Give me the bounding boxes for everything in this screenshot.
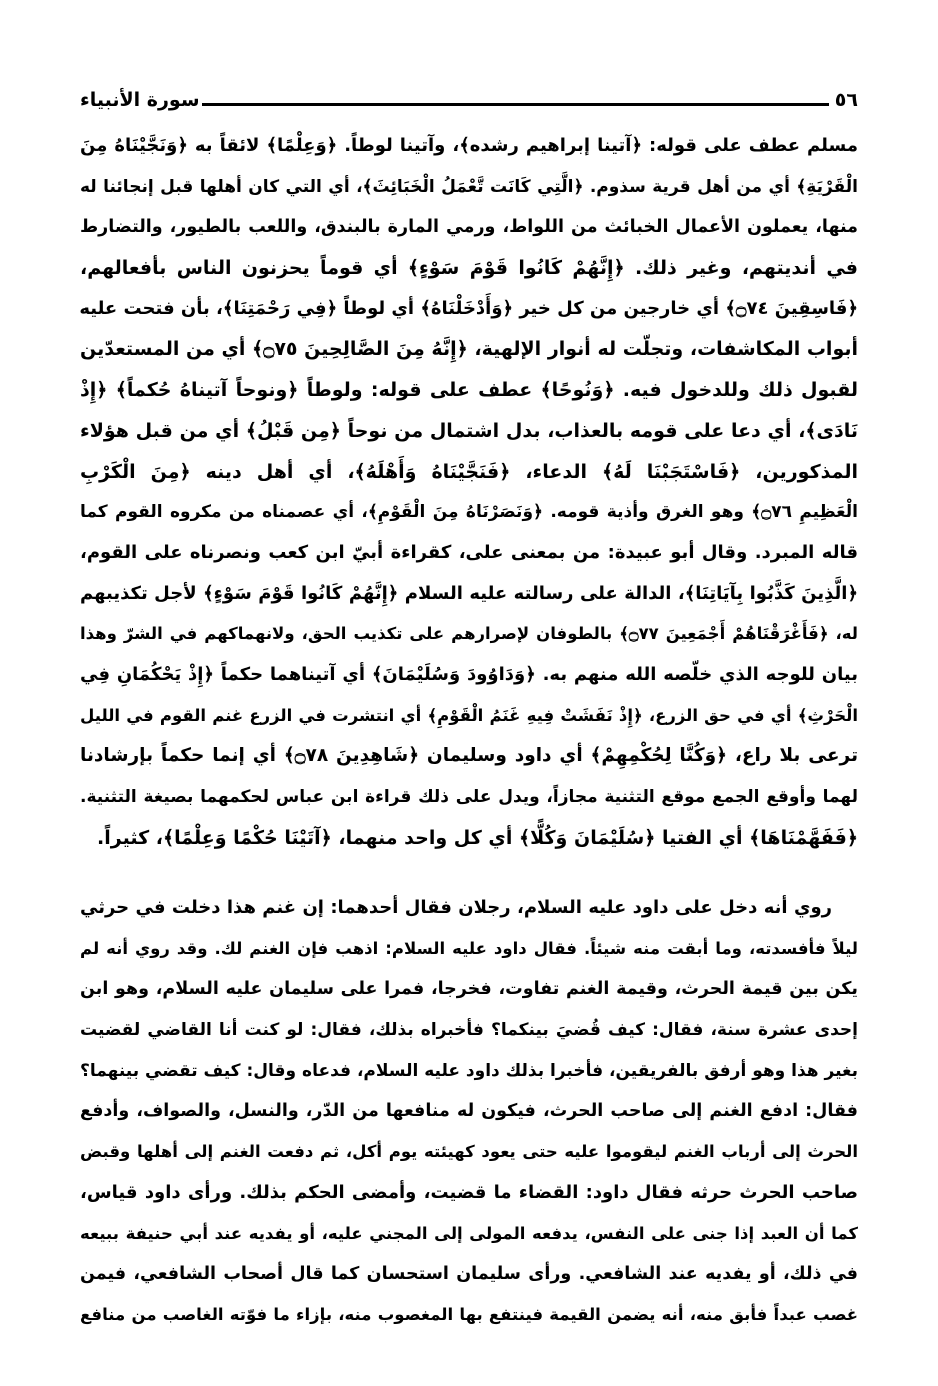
- text-line: في أنديتهم، وغير ذلك. ﴿إِنَّهُمْ كَانُوا قَوْمَ سَوْءٍ﴾ أي قوماً يحزنون الناس بأفعالهم،: [80, 257, 858, 280]
- text-line: نَادَى﴾، أي دعا على قومه بالعذاب، بدل اشتمال من نوحاً ﴿مِن قَبْلُ﴾ أي من قبل هؤلاء: [80, 419, 858, 442]
- text-line: يكن بين قيمة الحرث، وقيمة الغنم تفاوت، فخرجا، فمرا على سليمان عليه السلام، وهو ابن: [80, 979, 858, 1000]
- text-line: الْقَرْيَةِ﴾ أي من أهل قرية سذوم. ﴿الَّتِي كَانَت تَّعْمَلُ الْخَبَائِثَ﴾، أي التي كان أهلها قبل إنجائنا له: [80, 176, 858, 197]
- text-line: بيان للوجه الذي خلّصه الله منهم به. ﴿وَدَاوُودَ وَسُلَيْمَانَ﴾ أي آتيناهما حكماً ﴿إِذْ يَحْكُمَانِ فِي: [80, 663, 858, 685]
- text-line: ﴿فَاسِقِينَ ۝٧٤﴾ أي خارجين من كل خير ﴿وَأَدْخَلْنَاهُ﴾ أي لوطاً ﴿فِي رَحْمَتِنَا﴾، بأن فتحت عليه: [79, 297, 858, 319]
- text-line: بغير هذا وهو أرفق بالفريقين، فأخبرا بذلك داود عليه السلام، فدعاه وقال: كيف تقضي بينهما؟: [79, 1060, 858, 1081]
- text-line: غصب عبداً فأبق منه، أنه يضمن القيمة فينتفع بها المغصوب منه، بإزاء ما فوّته الغاصب من منافع: [80, 1304, 858, 1324]
- text-line: الحرث إلى أرباب الغنم ليقوموا عليه حتى يعود كهيئته يوم أكل، ثم دفعت الغنم إلى أهلها وقبض: [80, 1142, 858, 1162]
- text-line: إحدى عشرة سنة، فقال: كيف قُضيَ بينكما؟ فأخبراه بذلك، فقال: لو كنت أنا القاضي لقضيت: [80, 1020, 858, 1041]
- text-line: صاحب الحرث حرثه فقال داود: القضاء ما قضيت، وأمضى الحكم بذلك. ورأى داود قياس،: [80, 1181, 858, 1203]
- page-header: [80, 86, 858, 114]
- text-line: أبواب المكاشفات، وتجلّت له أنوار الإلهية، ﴿إِنَّهُ مِنَ الصَّالِحِينَ ۝٧٥﴾ أي من المستعدّين: [80, 338, 859, 361]
- text-line: الْحَرْثِ﴾ أي في حق الزرع، ﴿إِذْ نَفَشَتْ فِيهِ غَنَمُ الْقَوْمِ﴾ أي انتشرت في الزرع غنم القوم في الليل: [80, 705, 858, 725]
- text-line: الْعَظِيمِ ۝٧٦﴾ وهو الغرق وأذية قومه. ﴿وَنَصَرْنَاهُ مِنَ الْقَوْمِ﴾، أي عصمناه من مكروه القوم كما: [80, 502, 858, 523]
- text-line: كما أن العبد إذا جنى على النفس، يدفعه المولى إلى المجني عليه، أو يفديه عند أبي حنيفة ببيعه: [80, 1223, 858, 1243]
- text-line: روي أنه دخل على داود عليه السلام، رجلان فقال أحدهما: إن غنم هذا دخلت في حرثي: [80, 897, 832, 918]
- text-line: قاله المبرد. وقال أبو عبيدة: من بمعنى على، كقراءة أبيّ ابن كعب ونصرناه على القوم،: [80, 541, 858, 563]
- text-line: ﴿الَّذِينَ كَذَّبُوا بِآيَاتِنَا﴾، الدالة على رسالته عليه السلام ﴿إِنَّهُمْ كَانُوا قَوْمَ سَوْءٍ﴾ لأجل تكذيبهم: [80, 582, 858, 604]
- text-line: ﴿فَفَهَّمْنَاهَا﴾ أي الفتيا ﴿سُلَيْمَانَ وَكُلًّا﴾ أي كل واحد منهما، ﴿آتَيْنَا حُكْمًا وَعِلْمًا﴾، كثيراً.: [97, 826, 858, 849]
- text-line: ترعى بلا راع، ﴿وَكُنَّا لِحُكْمِهِمْ﴾ أي داود وسليمان ﴿شَاهِدِينَ ۝٧٨﴾ أي إنما حكماً بإرشادنا: [80, 745, 859, 767]
- text-line: ليلاً فأفسدته، وما أبقت منه شيئاً. فقال داود عليه السلام: اذهب فإن الغنم لك. وقد روي أنه لم: [80, 938, 858, 958]
- text-line: لقبول ذلك وللدخول فيه. ﴿وَنُوحًا﴾ عطف على قوله: ولوطاً ﴿ونوحاً آتيناهُ حُكماً﴾ ﴿إِذْ: [80, 379, 858, 402]
- commentary-paragraph: [80, 126, 858, 858]
- text-line: لهما وأوقع الجمع موقع التثنية مجازاً، ويدل على ذلك قراءة ابن عباس لحكمهما بصيغة التثنية.: [80, 787, 858, 807]
- text-line: منها، يعملون الأعمال الخبائث من اللواط، ورمي المارة بالبندق، واللعب بالطيور، والتضارط: [80, 217, 858, 238]
- narration-paragraph: [80, 888, 858, 1336]
- text-line: مسلم عطف على قوله: ﴿آتينا إبراهيم رشده﴾، وآتينا لوطاً. ﴿وَعِلْمًا﴾ لائقاً به ﴿وَنَجَّيْنَاهُ مِنَ: [80, 135, 858, 156]
- text-line: فقال: ادفع الغنم إلى صاحب الحرث، فيكون له منافعها من الدّر، والنسل، والصواف، وأدفع: [80, 1101, 858, 1122]
- text-line: له، ﴿فَأَغْرَقْنَاهُمْ أَجْمَعِينَ ۝٧٧﴾ بالطوفان لإصرارهم على تكذيب الحق، ولانهماكهم في الشرّ وهذا: [80, 624, 858, 644]
- header-rule: [202, 103, 829, 106]
- surah-title: سورة الأنبياء: [80, 89, 200, 111]
- text-line: في ذلك، أو يفديه عند الشافعي. ورأى سليمان استحسان كما قال أصحاب الشافعي، فيمن: [80, 1264, 858, 1285]
- page-number: ٥٦: [834, 89, 858, 111]
- text-line: المذكورين، ﴿فَاسْتَجَبْنَا لَهُ﴾ الدعاء، ﴿فَنَجَّيْنَاهُ وَأَهْلَهُ﴾، أي أهل دينه ﴿مِنَ الْكَرْبِ: [80, 460, 858, 483]
